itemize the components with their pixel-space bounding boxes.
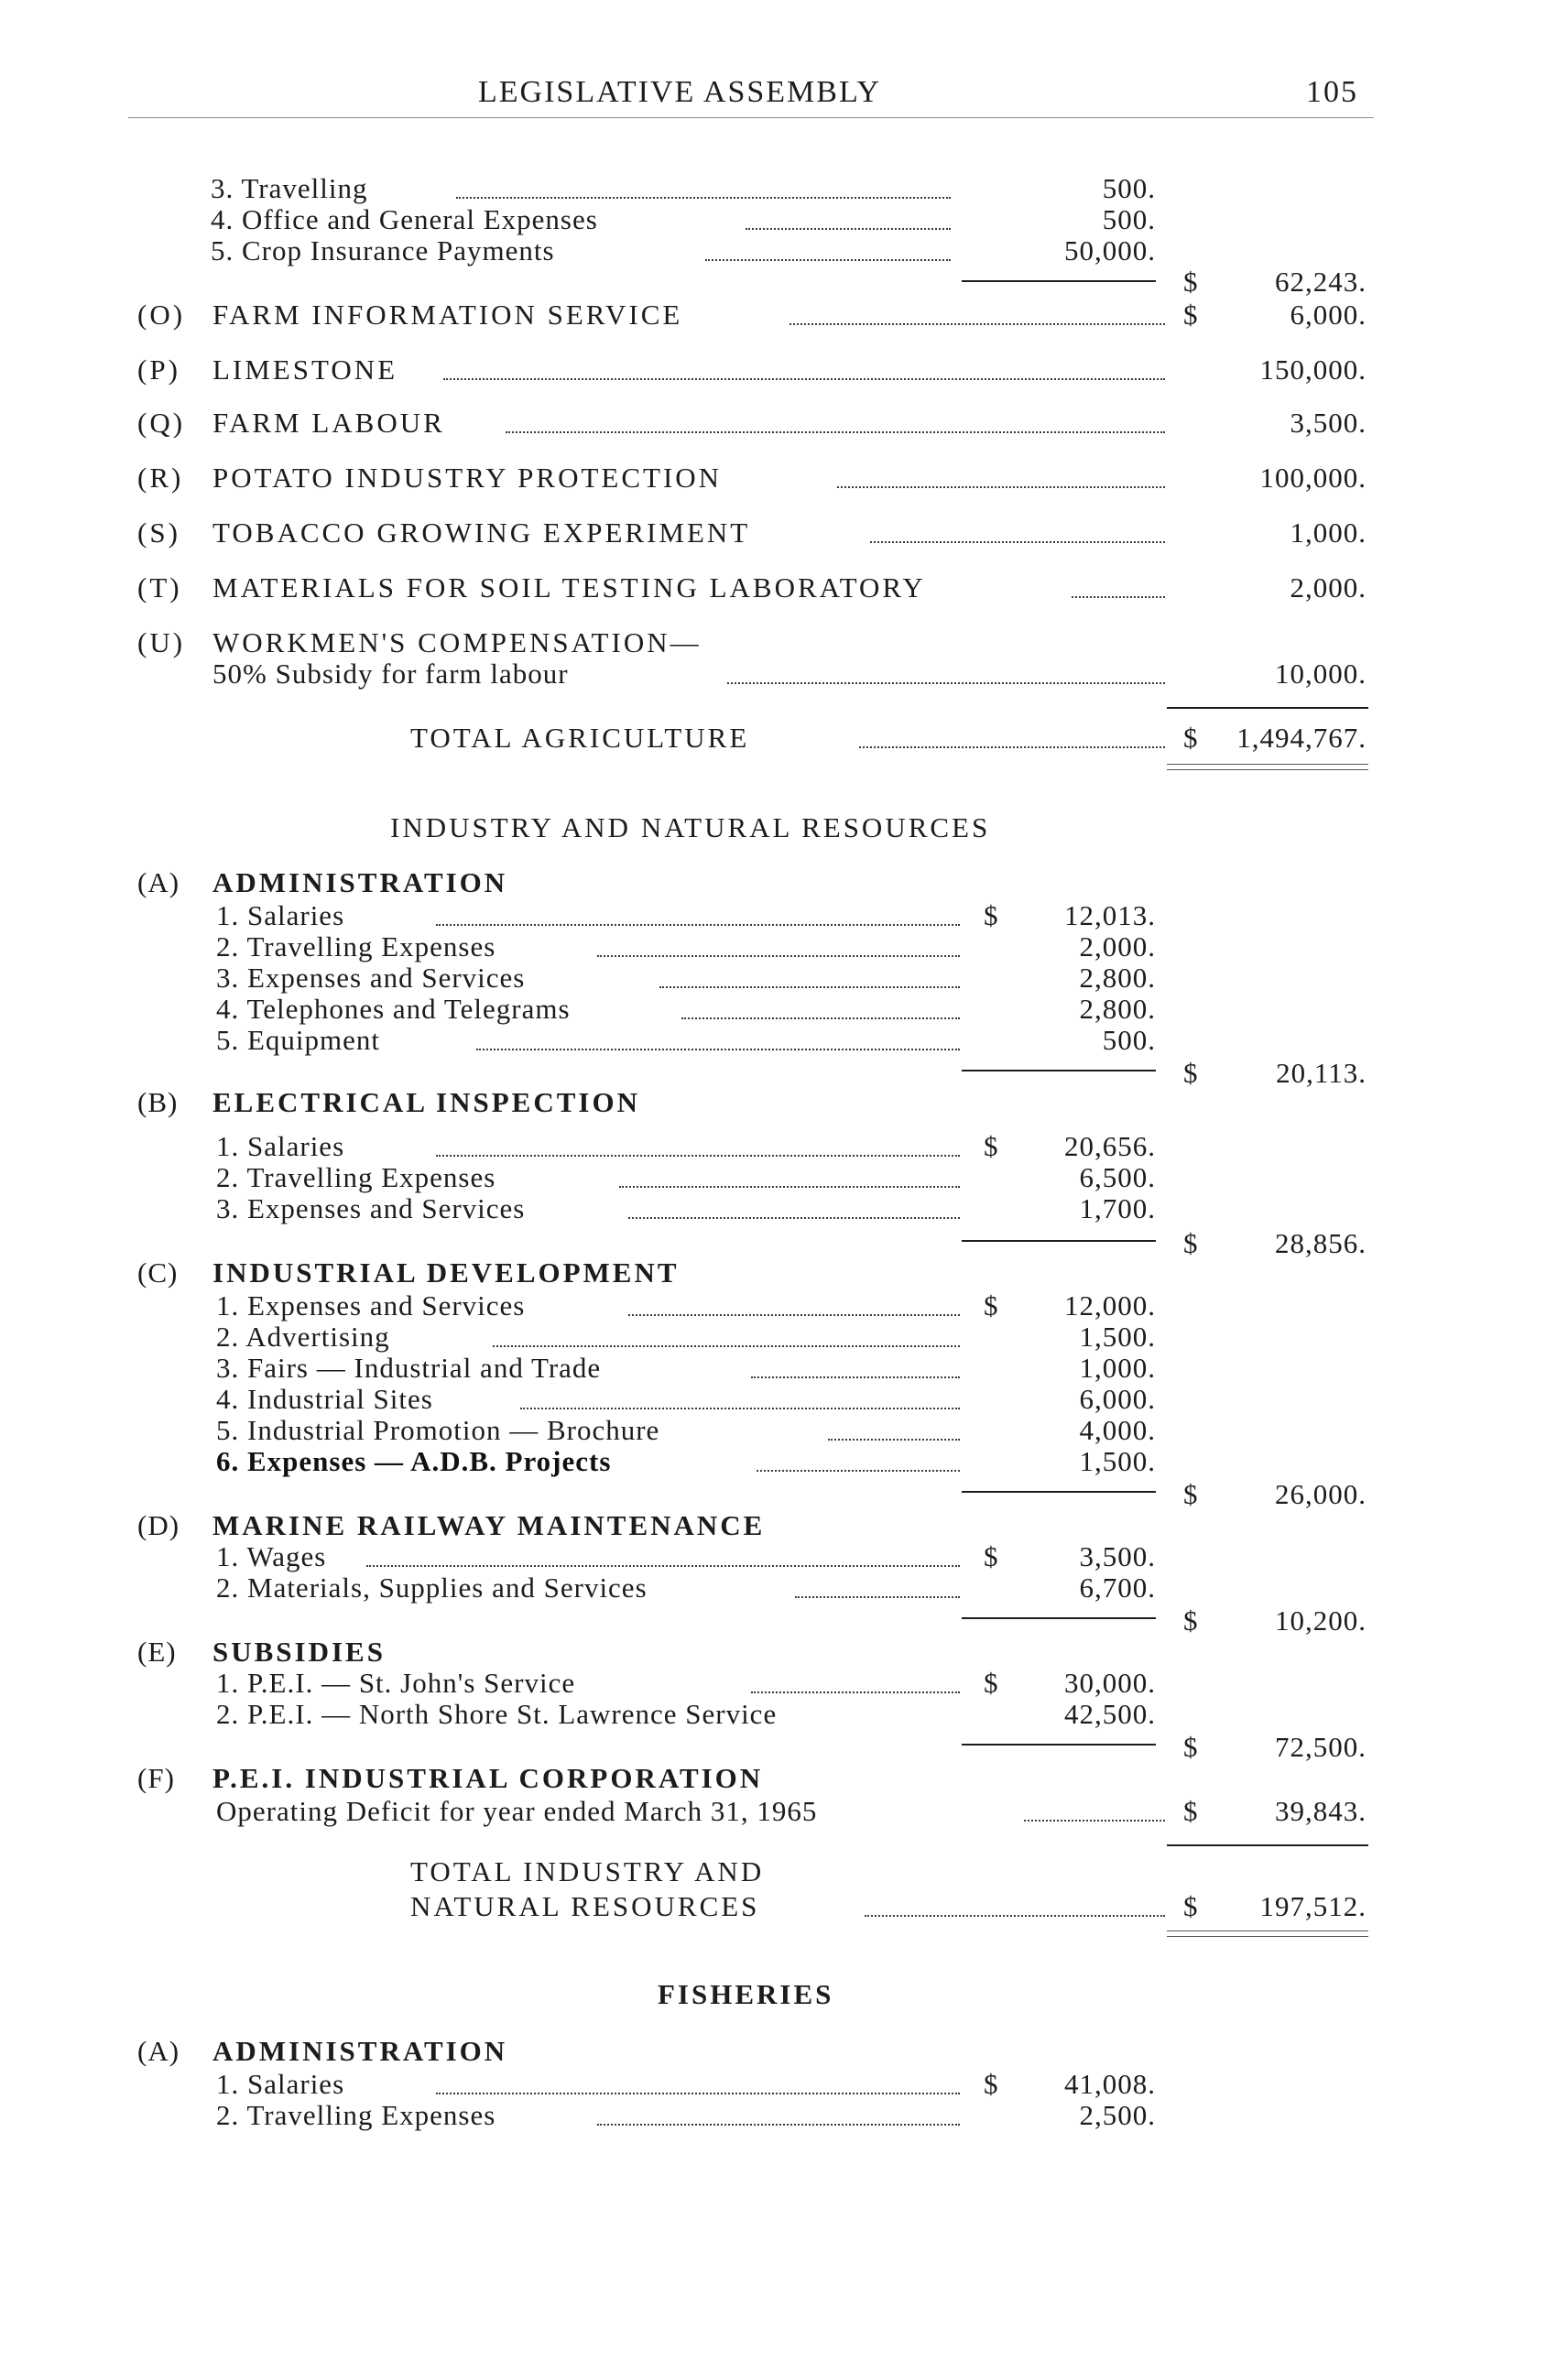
line-item-amount: 500. xyxy=(1102,172,1156,204)
subtotal-amount: 28,856. xyxy=(1275,1227,1367,1259)
total-agriculture-label: TOTAL AGRICULTURE xyxy=(410,722,750,754)
line-item-label: 6. Expenses — A.D.B. Projects xyxy=(216,1445,612,1477)
subtotal-rule xyxy=(962,1491,1156,1493)
section-title: ADMINISTRATION xyxy=(212,2035,508,2067)
leader-dots xyxy=(1072,596,1165,598)
section-title: POTATO INDUSTRY PROTECTION xyxy=(212,462,723,494)
section-code: (S) xyxy=(137,517,180,549)
section-title: ADMINISTRATION xyxy=(212,866,508,898)
total-double-rule xyxy=(1167,1936,1368,1937)
leader-dots xyxy=(837,486,1165,488)
line-item-amount: 12,000. xyxy=(1064,1289,1156,1321)
leader-dots xyxy=(870,541,1165,543)
subtotal-amount: 72,500. xyxy=(1275,1731,1367,1763)
leader-dots xyxy=(628,1217,960,1219)
section-code: (D) xyxy=(137,1509,180,1541)
section-title: SUBSIDIES xyxy=(212,1636,386,1668)
total-industry-amount: 197,512. xyxy=(1259,1890,1367,1922)
line-item-label: 2. Travelling Expenses xyxy=(216,930,496,963)
section-title: FARM INFORMATION SERVICE xyxy=(212,299,683,331)
line-item-label: 1. Salaries xyxy=(216,899,345,931)
section-code: (P) xyxy=(137,353,180,386)
subtotal-currency: $ xyxy=(1183,266,1199,298)
leader-dots xyxy=(506,431,1165,433)
total-double-rule xyxy=(1167,764,1368,765)
line-item-amount: 500. xyxy=(1102,1024,1156,1056)
total-agriculture-amount: 1,494,767. xyxy=(1236,722,1367,754)
leader-dots xyxy=(520,1408,960,1409)
leader-dots xyxy=(443,378,1165,380)
line-item-amount: 6,000. xyxy=(1079,1383,1156,1415)
line-item-amount: 20,656. xyxy=(1064,1130,1156,1162)
total-currency: $ xyxy=(1183,722,1199,754)
total-currency: $ xyxy=(1183,1890,1199,1922)
subtotal-currency: $ xyxy=(1183,1478,1199,1510)
subtotal-rule xyxy=(962,1240,1156,1242)
line-item-label: 2. Travelling Expenses xyxy=(216,2099,496,2131)
subtotal-currency: $ xyxy=(1183,1604,1199,1637)
page-number: 105 xyxy=(1306,75,1358,109)
line-item-label: 1. Wages xyxy=(216,1540,327,1572)
section-amount: 100,000. xyxy=(1259,462,1367,494)
leader-dots xyxy=(865,1915,1165,1917)
section-title: ELECTRICAL INSPECTION xyxy=(212,1086,640,1118)
line-item-amount: 1,500. xyxy=(1079,1321,1156,1353)
section-code: (T) xyxy=(137,571,182,604)
line-item-label: 2. Advertising xyxy=(216,1321,390,1353)
subtotal-amount: 39,843. xyxy=(1275,1795,1367,1827)
subtotal-currency: $ xyxy=(1183,1057,1199,1089)
total-industry-label-line2: NATURAL RESOURCES xyxy=(410,1890,760,1922)
line-item-label: 3. Expenses and Services xyxy=(216,962,526,994)
section-amount: 6,000. xyxy=(1290,299,1367,331)
department-heading: INDUSTRY AND NATURAL RESOURCES xyxy=(390,811,991,843)
subtotal-amount: 20,113. xyxy=(1276,1057,1367,1089)
line-item-amount: 6,500. xyxy=(1079,1161,1156,1193)
leader-dots xyxy=(597,2124,960,2126)
subtotal-currency: $ xyxy=(1183,1795,1199,1827)
section-code: (A) xyxy=(137,2035,180,2067)
leader-dots xyxy=(366,1565,960,1567)
line-item-amount: 1,000. xyxy=(1079,1352,1156,1384)
line-item-amount: 50,000. xyxy=(1064,234,1156,266)
leader-dots xyxy=(789,323,1165,325)
leader-dots xyxy=(493,1345,960,1347)
section-amount: 1,000. xyxy=(1290,517,1367,549)
section-code: (E) xyxy=(137,1636,177,1668)
section-title: TOBACCO GROWING EXPERIMENT xyxy=(212,517,751,549)
leader-dots xyxy=(436,1155,960,1157)
subtotal-rule xyxy=(962,1617,1156,1619)
total-industry-label-line1: TOTAL INDUSTRY AND xyxy=(410,1855,765,1887)
line-item-amount: 1,700. xyxy=(1079,1192,1156,1224)
line-item-amount: 12,013. xyxy=(1064,899,1156,931)
section-code: (A) xyxy=(137,866,180,898)
line-item-label: 1. Salaries xyxy=(216,2068,345,2100)
line-item-label: 3. Expenses and Services xyxy=(216,1192,526,1224)
line-item-label: 3. Fairs — Industrial and Trade xyxy=(216,1352,602,1384)
leader-dots xyxy=(628,1314,960,1316)
line-item-label: 5. Crop Insurance Payments xyxy=(211,234,555,266)
section-code: (R) xyxy=(137,462,184,494)
section-code: (C) xyxy=(137,1256,179,1289)
line-item-amount: 500. xyxy=(1102,203,1156,235)
line-item-label: 4. Office and General Expenses xyxy=(211,203,598,235)
subtotal-rule xyxy=(962,1070,1156,1071)
section-code: (F) xyxy=(137,1762,175,1794)
line-item-amount: 2,800. xyxy=(1079,993,1156,1025)
line-item-currency: $ xyxy=(984,1289,999,1321)
leader-dots xyxy=(705,259,951,261)
leader-dots xyxy=(1024,1820,1165,1822)
subtotal-amount: 26,000. xyxy=(1275,1478,1367,1510)
line-item-amount: 1,500. xyxy=(1079,1445,1156,1477)
subtotal-currency: $ xyxy=(1183,1731,1199,1763)
leader-dots xyxy=(436,924,960,926)
subtotal-amount: 10,200. xyxy=(1275,1604,1367,1637)
section-title: LIMESTONE xyxy=(212,353,398,386)
section-title: INDUSTRIAL DEVELOPMENT xyxy=(212,1256,680,1289)
section-amount: 3,500. xyxy=(1290,407,1367,439)
leader-dots xyxy=(456,197,951,199)
page-header-title: LEGISLATIVE ASSEMBLY xyxy=(478,75,881,109)
subtotal-rule xyxy=(962,1744,1156,1746)
line-item-label: 3. Travelling xyxy=(211,172,368,204)
section-title: P.E.I. INDUSTRIAL CORPORATION xyxy=(212,1762,764,1794)
leader-dots xyxy=(597,955,960,957)
subtotal-currency: $ xyxy=(1183,1227,1199,1259)
section-amount: 150,000. xyxy=(1259,353,1367,386)
leader-dots xyxy=(727,682,1165,684)
line-item-label: 2. P.E.I. — North Shore St. Lawrence Service xyxy=(216,1698,778,1730)
leader-dots xyxy=(619,1186,960,1188)
section-code: (O) xyxy=(137,299,186,331)
line-item-amount: 4,000. xyxy=(1079,1414,1156,1446)
section-title: MARINE RAILWAY MAINTENANCE xyxy=(212,1509,766,1541)
line-item-label: 4. Industrial Sites xyxy=(216,1383,433,1415)
line-item-currency: $ xyxy=(984,1667,999,1699)
line-item-currency: $ xyxy=(984,1540,999,1572)
line-item-label: 4. Telephones and Telegrams xyxy=(216,993,571,1025)
section-code: (B) xyxy=(137,1086,179,1118)
line-item-label: 2. Materials, Supplies and Services xyxy=(216,1572,648,1604)
section-title: MATERIALS FOR SOIL TESTING LABORATORY xyxy=(212,571,926,604)
line-item-currency: $ xyxy=(984,1130,999,1162)
line-item-currency: $ xyxy=(984,899,999,931)
line-item-label: 2. Travelling Expenses xyxy=(216,1161,496,1193)
section-amount: 10,000. xyxy=(1275,658,1367,690)
line-item-label: 5. Industrial Promotion — Brochure xyxy=(216,1414,660,1446)
total-double-rule xyxy=(1167,769,1368,770)
section-code: (U) xyxy=(137,626,186,658)
line-item-amount: 30,000. xyxy=(1064,1667,1156,1699)
section-subtitle: 50% Subsidy for farm labour xyxy=(212,658,569,690)
leader-dots xyxy=(659,986,960,988)
line-item-currency: $ xyxy=(984,2068,999,2100)
subtotal-amount: 62,243. xyxy=(1275,266,1367,298)
line-item-amount: 3,500. xyxy=(1079,1540,1156,1572)
leader-dots xyxy=(436,2093,960,2094)
line-item-amount: 2,000. xyxy=(1079,930,1156,963)
line-item-amount: 6,700. xyxy=(1079,1572,1156,1604)
line-item-amount: 2,800. xyxy=(1079,962,1156,994)
subtotal-rule xyxy=(962,280,1156,282)
section-code: (Q) xyxy=(137,407,186,439)
line-item-amount: 41,008. xyxy=(1064,2068,1156,2100)
line-item-amount: 2,500. xyxy=(1079,2099,1156,2131)
header-rule xyxy=(128,117,1374,118)
section-currency: $ xyxy=(1183,299,1199,331)
line-item-label: 5. Equipment xyxy=(216,1024,381,1056)
section-amount: 2,000. xyxy=(1290,571,1367,604)
total-rule-top xyxy=(1167,1844,1368,1846)
section-subtitle: Operating Deficit for year ended March 31, 1965 xyxy=(216,1795,818,1827)
section-title: FARM LABOUR xyxy=(212,407,445,439)
leader-dots xyxy=(859,746,1165,748)
line-item-label: 1. Expenses and Services xyxy=(216,1289,526,1321)
line-item-label: 1. Salaries xyxy=(216,1130,345,1162)
leader-dots xyxy=(476,1049,960,1050)
line-item-label: 1. P.E.I. — St. John's Service xyxy=(216,1667,576,1699)
line-item-amount: 42,500. xyxy=(1064,1698,1156,1730)
department-heading: FISHERIES xyxy=(658,1978,834,2010)
total-rule-top xyxy=(1167,707,1368,709)
section-title: WORKMEN'S COMPENSATION— xyxy=(212,626,702,658)
